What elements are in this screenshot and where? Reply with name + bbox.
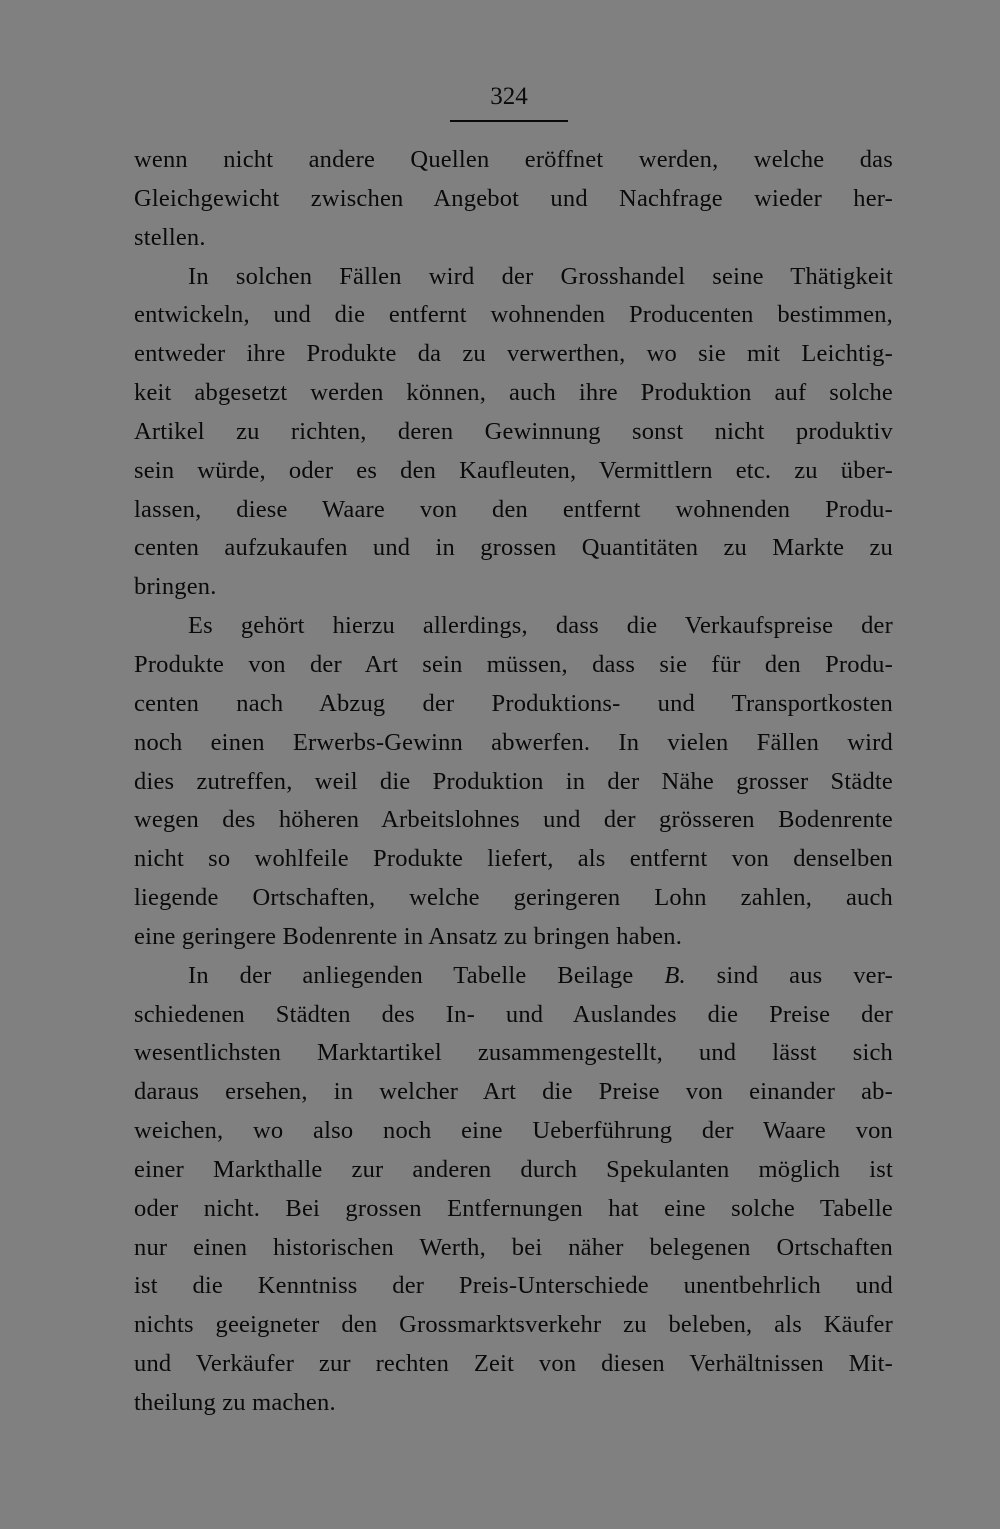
text-line: keit abgesetzt werden können, auch ihre Produktion auf solche: [134, 379, 893, 407]
text-line: lassen, diese Waare von den entfernt wohnenden Produ-: [134, 495, 893, 523]
text-line: daraus ersehen, in welcher Art die Preise von einander ab-: [134, 1078, 893, 1106]
text-line: centen nach Abzug der Produktions- und Transportkosten: [134, 689, 893, 717]
text-line: centen aufzukaufen und in grossen Quantitäten zu Markte zu: [134, 534, 893, 562]
page-number-rule: [450, 120, 568, 122]
text-line: liegende Ortschaften, welche geringeren Lohn zahlen, auch: [134, 884, 893, 912]
text-line: Es gehört hierzu allerdings, dass die Verkaufspreise der: [188, 612, 893, 640]
body-text: [134, 141, 893, 1423]
text-line: wesentlichsten Marktartikel zusammengestellt, und lässt sich: [134, 1039, 893, 1067]
page-number: 324: [490, 83, 528, 110]
text-line: nichts geeigneter den Grossmarktsverkehr zu beleben, als Käufer: [134, 1311, 893, 1339]
text-segment: In der anliegenden Tabelle Beilage: [188, 961, 665, 989]
text-line: ist die Kenntniss der Preis-Unterschiede unentbehrlich und: [134, 1272, 893, 1300]
text-line: Gleichgewicht zwischen Angebot und Nachfrage wieder her-: [134, 184, 893, 212]
text-line: wegen des höheren Arbeitslohnes und der grösseren Bodenrente: [134, 806, 893, 834]
text-line: sein würde, oder es den Kaufleuten, Vermittlern etc. zu über-: [134, 456, 893, 484]
text-line: noch einen Erwerbs-Gewinn abwerfen. In vielen Fällen wird: [134, 728, 893, 756]
text-line: stellen.: [134, 223, 206, 251]
text-line: Artikel zu richten, deren Gewinnung sonst nicht produktiv: [134, 417, 893, 445]
text-line: oder nicht. Bei grossen Entfernungen hat eine solche Tabelle: [134, 1194, 893, 1222]
text-line: einer Markthalle zur anderen durch Spekulanten möglich ist: [134, 1155, 893, 1183]
italic-reference: B.: [664, 961, 686, 989]
text-line: weichen, wo also noch eine Ueberführung der Waare von: [134, 1117, 893, 1145]
text-line: bringen.: [134, 573, 217, 601]
text-line: wenn nicht andere Quellen eröffnet werden, welche das: [134, 146, 893, 173]
text-segment: sind aus ver-: [685, 961, 893, 989]
text-line: entwickeln, und die entfernt wohnenden Producenten bestimmen,: [134, 301, 893, 329]
text-line: nur einen historischen Werth, bei näher belegenen Ortschaften: [134, 1233, 893, 1261]
text-line: schiedenen Städten des In- und Auslandes die Preise der: [134, 1000, 893, 1028]
text-line: [134, 957, 893, 996]
text-line: und Verkäufer zur rechten Zeit von diesen Verhältnissen Mit-: [134, 1350, 893, 1378]
text-line: Produkte von der Art sein müssen, dass sie für den Produ-: [134, 650, 893, 678]
text-line: nicht so wohlfeile Produkte liefert, als entfernt von denselben: [134, 845, 893, 873]
text-line: eine geringere Bodenrente in Ansatz zu bringen haben.: [134, 922, 683, 950]
text-line: In solchen Fällen wird der Grosshandel seine Thätigkeit: [188, 262, 893, 290]
text-line: entweder ihre Produkte da zu verwerthen, wo sie mit Leichtig-: [134, 340, 893, 368]
text-line: theilung zu machen.: [134, 1389, 336, 1416]
text-line: dies zutreffen, weil die Produktion in der Nähe grosser Städte: [134, 767, 893, 795]
